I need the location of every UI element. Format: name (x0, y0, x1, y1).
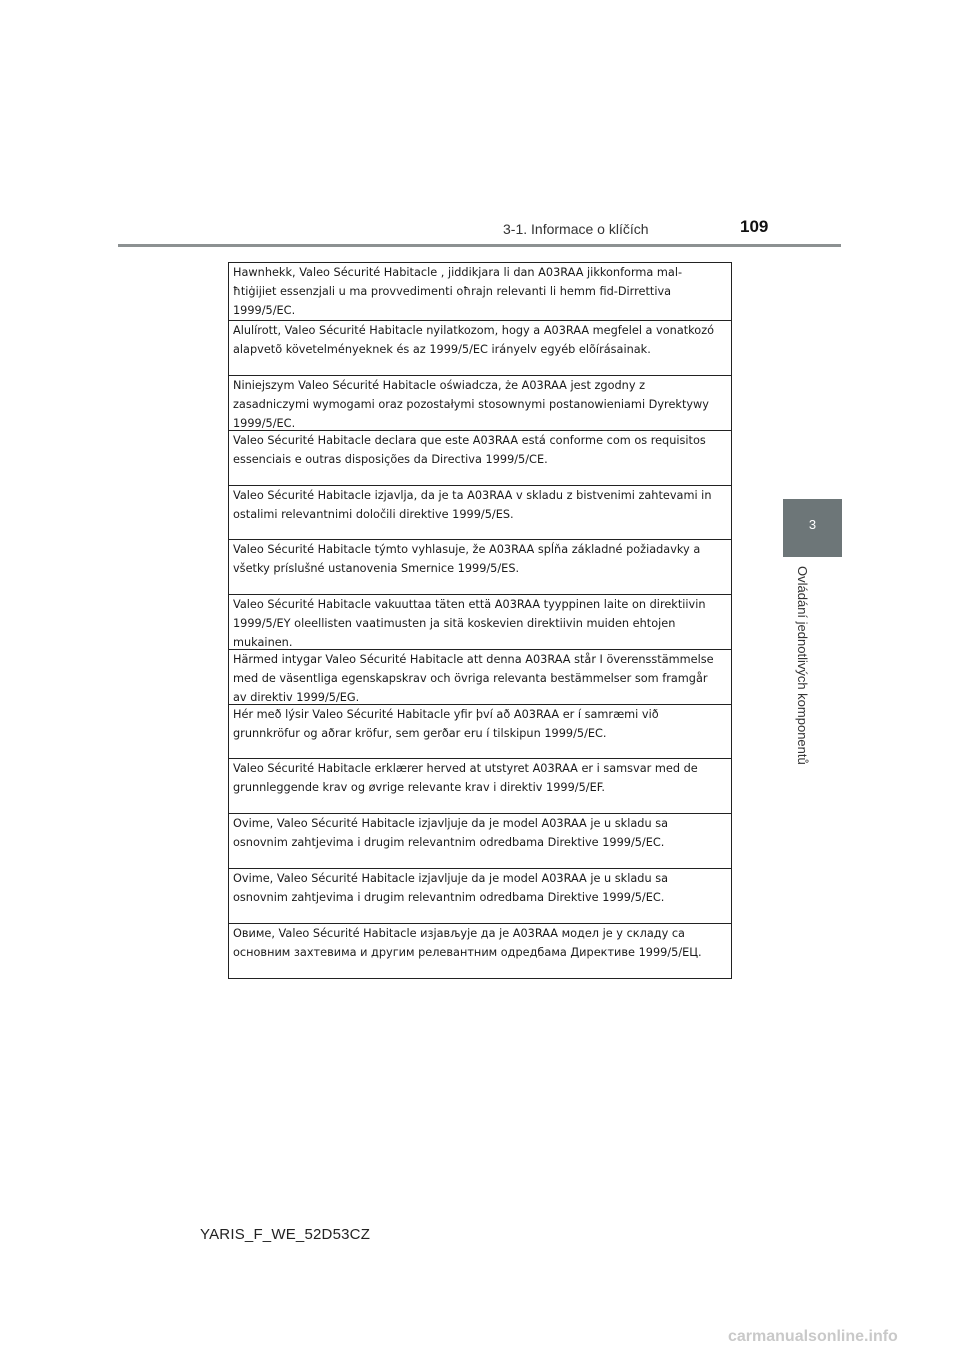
declaration-row-sv: Härmed intygar Valeo Sécurité Habitacle att denna A03RAA står I överensstämmelse med de väsentliga egenskapskrav och övriga relevanta bestämmelser som framgår av direktiv 1999/5/EG. (229, 649, 731, 704)
section-title: 3-1. Informace o klíčích (503, 221, 649, 237)
declaration-row-no: Valeo Sécurité Habitacle erklærer herved at utstyret A03RAA er i samsvar med de grunnleggende krav og øvrige relevante krav i direktiv 1999/5/EF. (229, 758, 731, 813)
chapter-label: Ovládání jednotlivých komponentů (795, 566, 810, 765)
declaration-row-sl: Valeo Sécurité Habitacle izjavlja, da je ta A03RAA v skladu z bistvenimi zahtevami in ostalimi relevantnimi določili direktive 1999/5/ES. (229, 485, 731, 539)
declaration-row-hr: Ovime, Valeo Sécurité Habitacle izjavljuje da je model A03RAA je u skladu sa osnovnim zahtjevima i drugim relevantnim odredbama Direktive 1999/5/EC. (229, 813, 731, 868)
document-code: YARIS_F_WE_52D53CZ (200, 1226, 371, 1243)
declaration-row-hu: Alulírott, Valeo Sécurité Habitacle nyilatkozom, hogy a A03RAA megfelel a vonatkozó alapvetõ követelményeknek és az 1999/5/EC irányelv egyéb elõírásainak. (229, 320, 731, 375)
declaration-row-pl: Niniejszym Valeo Sécurité Habitacle oświadcza, że A03RAA jest zgodny z zasadniczymi wymogami oraz pozostałymi stosownymi postanowieniami Dyrektywy 1999/5/EC. (229, 375, 731, 430)
chapter-tab (783, 499, 842, 557)
declaration-row-sk: Valeo Sécurité Habitacle týmto vyhlasuje, že A03RAA spĺňa základné požiadavky a všetky príslušné ustanovenia Smernice 1999/5/ES. (229, 539, 731, 594)
declaration-row-mt: Hawnhekk, Valeo Sécurité Habitacle , jiddikjara li dan A03RAA jikkonforma mal-ħtiġijiet essenzjali u ma provvedimenti oħrajn relevanti li hemm fid-Dirrettiva 1999/5/EC. (233, 266, 683, 317)
declaration-row-pt: Valeo Sécurité Habitacle declara que este A03RAA está conforme com os requisitos essenciais e outras disposições da Directiva 1999/5/CE. (229, 430, 731, 485)
declaration-row-sr: Овиме, Valeo Sécurité Habitacle изјављује да је A03RAA модел је у складу са основним захтевима и другим релевантним одредбама Директиве 1999/5/ЕЦ. (229, 923, 731, 978)
declaration-row-fi: Valeo Sécurité Habitacle vakuuttaa täten että A03RAA tyyppinen laite on direktiivin 1999/5/EY oleellisten vaatimusten ja sitä koskevien direktiivin muiden ehtojen mukainen. (229, 594, 731, 649)
declaration-row-bs: Ovime, Valeo Sécurité Habitacle izjavljuje da je model A03RAA je u skladu sa osnovnim zahtjevima i drugim relevantnim odredbama Direktive 1999/5/EC. (229, 868, 731, 923)
declaration-row-is: Hér með lýsir Valeo Sécurité Habitacle yfir því að A03RAA er í samræmi við grunnkröfur og aðrar kröfur, sem gerðar eru í tilskipun 1999/5/EC. (229, 704, 731, 758)
chapter-number: 3 (808, 517, 817, 532)
page-number: 109 (740, 217, 769, 236)
declaration-table (228, 262, 732, 979)
header-divider (118, 244, 841, 247)
watermark: carmanualsonline.info (728, 1328, 898, 1345)
